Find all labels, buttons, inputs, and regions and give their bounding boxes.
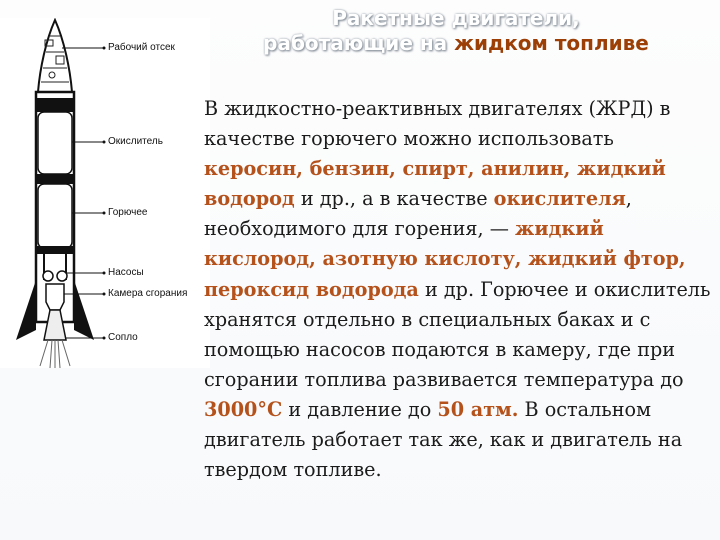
title-line-1: Ракетные двигатели,: [332, 6, 580, 30]
text-segment: и др. Горючее и окислитель хранятся отдельно в специальных баках и с помощью насосов подаются в камеру, где при сгорании топлива развивается температура до: [204, 277, 711, 391]
pressure-highlight: 50 атм.: [437, 397, 519, 421]
label-combustion-chamber: Камера сгорания: [108, 288, 188, 299]
slide-title: [206, 6, 706, 56]
oxidizers-list-highlight: жидкий кислород, азотную кислоту, жидкий фтор, пероксид водорода: [204, 217, 686, 301]
label-oxidizer: Окислитель: [108, 136, 163, 147]
text-segment: В остальном двигатель работает так же, как и двигатель на твердом топливе.: [204, 397, 683, 482]
title-line-2-highlight: жидком топливе: [454, 31, 649, 55]
oxidizer-highlight: окислителя: [493, 187, 626, 211]
fuels-highlight: керосин, бензин, спирт, анилин, жидкий водород: [204, 157, 666, 211]
text-segment: и давление до: [282, 397, 438, 421]
text-segment: и др., а в качестве: [294, 187, 494, 211]
rocket-diagram: [0, 18, 210, 368]
label-pumps: Насосы: [108, 267, 144, 278]
text-segment: В жидкостно-реактивных двигателях (ЖРД) в качестве горючего можно использовать: [204, 97, 671, 151]
title-line-2-plain: работающие на: [263, 31, 448, 55]
label-work-compartment: Рабочий отсек: [108, 42, 175, 53]
label-fuel: Горючее: [108, 207, 148, 218]
label-nozzle: Сопло: [108, 332, 138, 343]
temperature-highlight: 3000°С: [204, 397, 283, 421]
title-line-2: [206, 31, 706, 56]
body-paragraph: [204, 94, 716, 485]
text-segment: , необходимого для горения, —: [204, 187, 632, 241]
rocket-illustration: [0, 18, 210, 368]
